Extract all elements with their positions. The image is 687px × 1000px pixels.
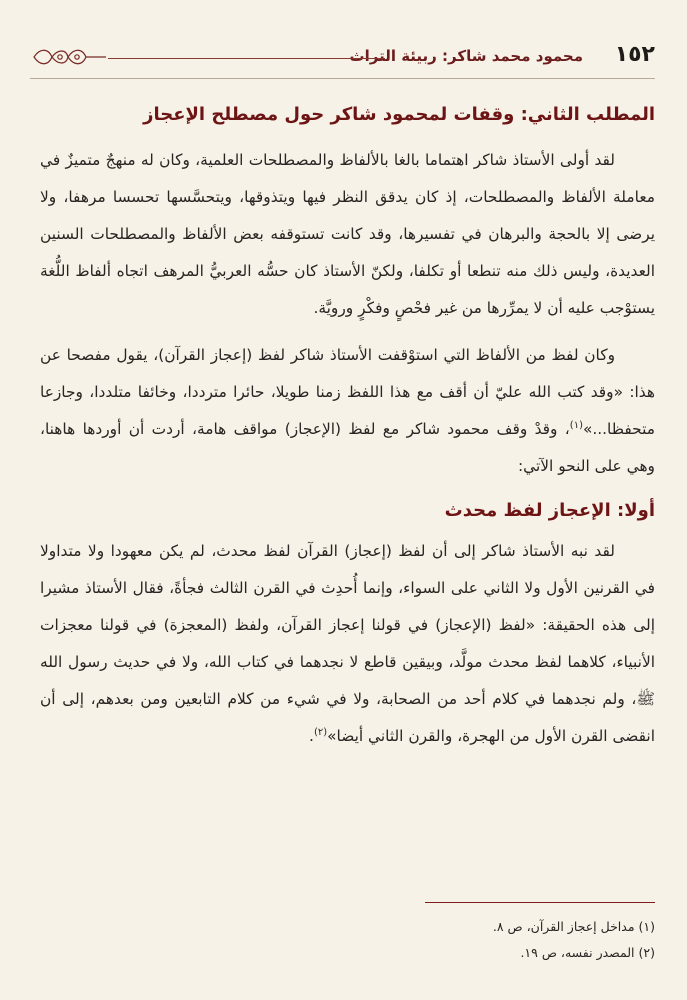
footnote-1: (١) مداخل إعجاز القرآن، ص ٨.	[492, 919, 655, 934]
paragraph-2-continued: ، وقدْ وقف محمود شاكر مع لفظ (الإعجاز) مواقف هامة، أردت أن أوردها هاهنا، وهي على النحو الآتي:	[40, 420, 655, 475]
footnotes	[55, 914, 655, 966]
main-content	[40, 100, 655, 755]
ornament-icon	[30, 46, 106, 68]
page-header	[30, 38, 655, 74]
paragraph-3	[40, 533, 655, 755]
subheading-1: أولا: الإعجاز لفظ محدث	[444, 500, 655, 521]
header-underline	[30, 78, 655, 79]
paragraph-2	[40, 337, 655, 485]
header-rule	[108, 58, 385, 59]
footnote-ref-2[interactable]: (٢)	[313, 726, 328, 738]
paragraph-3-text: لقد نبه الأستاذ شاكر إلى أن لفظ (إعجاز) القرآن لفظ محدث، لم يكن معهودا ولا متداولا في القرنين الأول ولا الثاني على السواء، وإنما أُحدِث في القرن الثالث فجأةً، فقال الأستاذ مشيرا إلى هذه الحقيقة: «لفظ (الإعجاز) في قولنا إعجاز القرآن، ولفظ (المعجزة) في قولنا معجزات الأنبياء، كلاهما لفظ محدث مولَّد، وبيقين قاطع لا نجدهما في كتاب الله، ولا في حديث رسول الله ﷺ، ولم نجدهما في كلام أحد من الصحابة، ولا في شيء من كلام التابعين ومن بعدهم، إلى أن انقضى القرن الأول من الهجرة، والقرن الثاني أيضا»	[40, 542, 655, 745]
running-title: محمود محمد شاكر: ربيئة التراث	[349, 47, 583, 65]
footnote-separator	[425, 902, 655, 903]
section-title: المطلب الثاني: وقفات لمحمود شاكر حول مصطلح الإعجاز	[143, 104, 655, 125]
page-number: ١٥٢	[614, 42, 655, 67]
paragraph-2-text: وكان لفظ من الألفاظ التي استوْقفت الأستاذ شاكر لفظ (إعجاز القرآن)، يقول مفصحا عن هذا: «وقد كتب الله عليّ أن أقف مع هذا اللفظ زمنا طويلا، حائرا مترددا، وخائفا متلددا، وجازعا متحفظا...»	[40, 346, 655, 438]
paragraph-1: لقد أولى الأستاذ شاكر اهتماما بالغا بالألفاظ والمصطلحات العلمية، وكان له منهجٌ متميزٌ في معاملة الألفاظ والمصطلحات، إذ كان يدقق النظر فيها ويتذوقها، ويتحسَّسها تحسسا مرهفا، ولا يرضى إلا بالحجة والبرهان في تفسيرها، وقد كانت تستوقفه بعض الألفاظ والمصطلحات السنين العديدة، وليس ذلك منه تنطعا أو تكلفا، ولكنّ الأستاذ كان حسُّه العربيُّ المرهف اتجاه ألفاظ اللُّغة يستوْجب عليه أن لا يمرِّرها من غير فحْصٍ وفكْرٍ ورويَّة.	[40, 151, 655, 317]
footnote-ref-1[interactable]: (١)	[569, 419, 583, 431]
footnote-2: (٢) المصدر نفسه، ص ١٩.	[520, 945, 655, 960]
paragraph-3-end: .	[309, 727, 314, 745]
